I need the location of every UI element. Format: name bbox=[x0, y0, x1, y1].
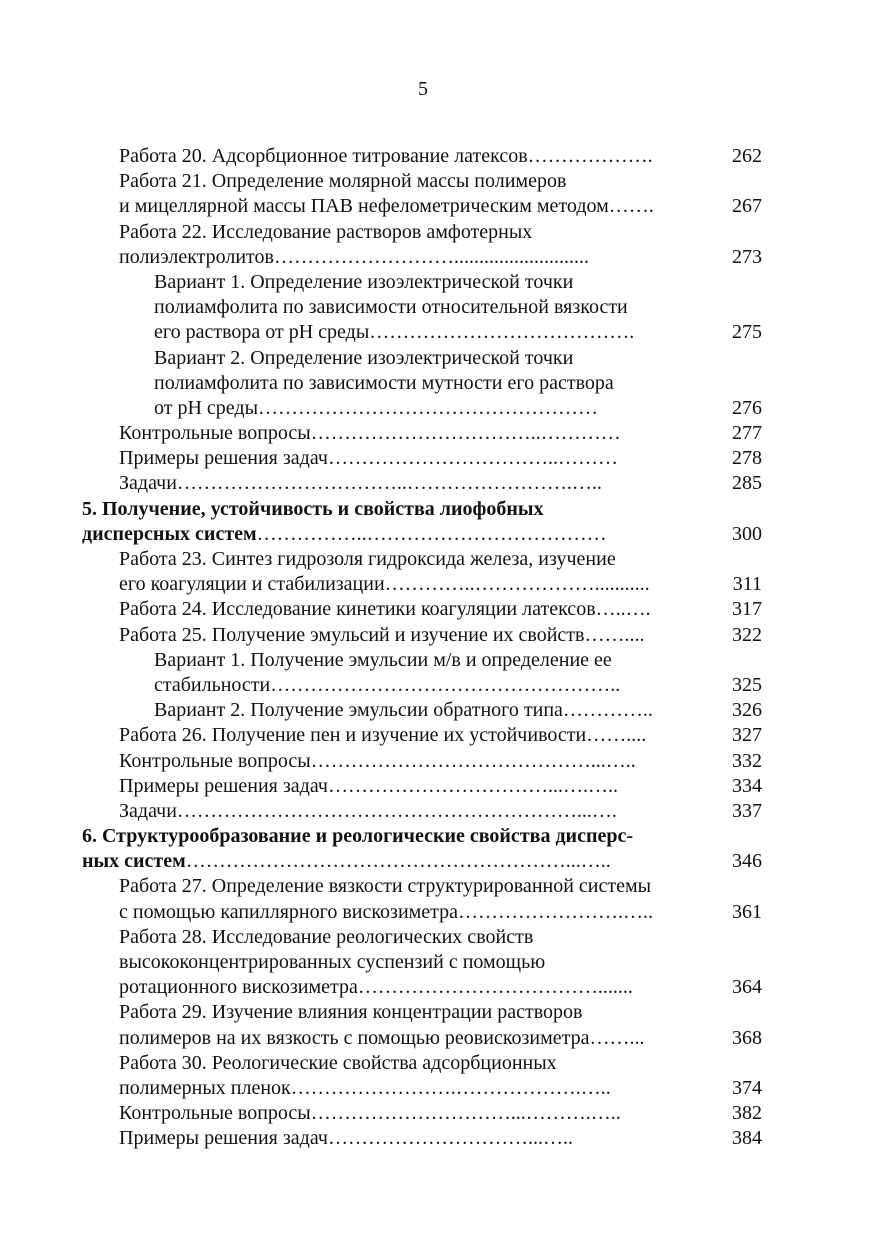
toc-entry-text bbox=[119, 1051, 557, 1076]
table-of-contents bbox=[0, 144, 876, 1152]
toc-entry-title: полиамфолита по зависимости относительной вязкости bbox=[154, 296, 628, 319]
toc-page-number: 317 bbox=[732, 598, 762, 621]
toc-entry-title: Работа 22. Исследование растворов амфотерных bbox=[119, 220, 533, 243]
toc-line bbox=[0, 1000, 876, 1025]
toc-page-number: 364 bbox=[732, 976, 762, 999]
toc-entry-title: стабильности…………………………………………….. bbox=[154, 673, 621, 696]
toc-entry-title: Работа 26. Получение пен и изучение их устойчивости…….... bbox=[119, 724, 647, 747]
toc-page-number: 332 bbox=[732, 749, 762, 772]
toc-line bbox=[0, 874, 876, 899]
toc-entry-text bbox=[119, 245, 589, 270]
toc-entry-text bbox=[119, 169, 566, 194]
toc-page-number: 285 bbox=[732, 472, 762, 495]
toc-page-number: 311 bbox=[732, 573, 762, 596]
toc-page-number: 334 bbox=[732, 774, 762, 797]
toc-entry-text bbox=[119, 975, 633, 1000]
toc-entry-text bbox=[119, 1126, 573, 1151]
toc-entry-title: Задачи……………………………..…………………….….. bbox=[119, 472, 602, 495]
toc-line bbox=[0, 396, 876, 421]
toc-line bbox=[0, 648, 876, 673]
toc-entry-text bbox=[154, 673, 620, 698]
toc-entry-title: Работа 27. Определение вязкости структурированной системы bbox=[119, 875, 652, 898]
toc-entry-text bbox=[154, 295, 628, 320]
toc-entry-text bbox=[119, 446, 618, 471]
toc-entry-text bbox=[119, 774, 618, 799]
toc-page-number: 382 bbox=[732, 1102, 762, 1125]
toc-page-number: 300 bbox=[732, 522, 762, 545]
toc-entry-text bbox=[119, 749, 636, 774]
toc-entry-title: 6. Структурообразование и реологические свойства дисперс- bbox=[82, 825, 634, 848]
toc-line bbox=[0, 572, 876, 597]
toc-entry-title: полиамфолита по зависимости мутности его раствора bbox=[154, 371, 614, 394]
toc-page-number: 267 bbox=[732, 195, 762, 218]
toc-entry-text bbox=[119, 950, 545, 975]
toc-entry-text bbox=[119, 572, 650, 597]
toc-entry-text bbox=[119, 547, 616, 572]
toc-line bbox=[0, 295, 876, 320]
toc-line bbox=[0, 925, 876, 950]
toc-line bbox=[0, 849, 876, 874]
toc-entry-title: ных систем bbox=[82, 850, 186, 873]
toc-entry-text bbox=[154, 320, 634, 345]
toc-page-number: 384 bbox=[732, 1127, 762, 1150]
toc-line bbox=[0, 673, 876, 698]
toc-entry-text bbox=[119, 623, 644, 648]
toc-entry-text bbox=[119, 925, 533, 950]
toc-entry-title: от pH среды…………………………………………… bbox=[154, 396, 599, 419]
toc-page-number: 326 bbox=[732, 699, 762, 722]
toc-entry-title: Работа 20. Адсорбционное титрование латексов………………. bbox=[119, 145, 653, 167]
toc-page-number: 277 bbox=[732, 422, 762, 445]
toc-entry-text bbox=[119, 1076, 611, 1101]
toc-entry-text bbox=[154, 698, 653, 723]
toc-line bbox=[0, 597, 876, 622]
toc-line bbox=[0, 497, 876, 522]
toc-entry-leader: …………………………………………………...….. bbox=[185, 850, 611, 873]
toc-entry-text bbox=[119, 723, 646, 748]
toc-entry-text bbox=[119, 1000, 583, 1025]
toc-entry-text bbox=[119, 799, 617, 824]
toc-page-number: 361 bbox=[732, 900, 762, 923]
toc-line bbox=[0, 270, 876, 295]
toc-line bbox=[0, 698, 876, 723]
toc-line bbox=[0, 623, 876, 648]
toc-page-number: 368 bbox=[732, 1026, 762, 1049]
toc-entry-title: Примеры решения задач……………………………..……… bbox=[119, 447, 618, 470]
toc-line bbox=[0, 799, 876, 824]
toc-page-number: 273 bbox=[732, 245, 762, 268]
toc-line bbox=[0, 220, 876, 245]
toc-entry-title: Работа 21. Определение молярной массы полимеров bbox=[119, 170, 567, 193]
toc-line bbox=[0, 547, 876, 572]
toc-entry-title: Вариант 2. Получение эмульсии обратного типа………….. bbox=[154, 699, 653, 722]
toc-line bbox=[0, 975, 876, 1000]
toc-page-number: 322 bbox=[732, 623, 762, 646]
toc-entry-title: Работа 28. Исследование реологических свойств bbox=[119, 925, 534, 948]
toc-line bbox=[0, 723, 876, 748]
toc-entry-text bbox=[82, 522, 607, 547]
toc-entry-text bbox=[82, 824, 633, 849]
toc-line bbox=[0, 824, 876, 849]
toc-entry-text bbox=[154, 371, 614, 396]
toc-line bbox=[0, 522, 876, 547]
toc-page-number: 337 bbox=[732, 799, 762, 822]
toc-entry-title: Контрольные вопросы…………………………...……….….. bbox=[119, 1102, 621, 1125]
toc-entry-text bbox=[82, 849, 611, 874]
toc-entry-title: полимерных пленок…………………….……………….….. bbox=[119, 1076, 611, 1099]
toc-line bbox=[0, 194, 876, 219]
toc-page-number: 278 bbox=[732, 447, 762, 470]
toc-entry-title: Работа 29. Изучение влияния концентрации растворов bbox=[119, 1001, 583, 1024]
toc-page-number: 276 bbox=[732, 396, 762, 419]
toc-line bbox=[0, 245, 876, 270]
toc-entry-text bbox=[119, 194, 654, 219]
toc-entry-title: Примеры решения задач……………………………...….….. bbox=[119, 774, 618, 797]
toc-entry-title: дисперсных систем bbox=[82, 522, 257, 545]
toc-entry-title: его раствора от pH среды…………………………………. bbox=[154, 321, 635, 344]
toc-line bbox=[0, 1076, 876, 1101]
toc-entry-title: Вариант 1. Получение эмульсии м/в и определение ее bbox=[154, 648, 612, 671]
toc-page-number: 325 bbox=[732, 673, 762, 696]
toc-entry-text bbox=[119, 1026, 645, 1051]
toc-entry-title: полиэлектролитов………………………........................... bbox=[119, 245, 589, 268]
toc-line bbox=[0, 1051, 876, 1076]
toc-page-number: 275 bbox=[732, 321, 762, 344]
toc-entry-title: высококонцентрированных суспензий с помощью bbox=[119, 951, 546, 973]
toc-entry-text bbox=[119, 144, 653, 169]
toc-entry-text bbox=[119, 421, 621, 446]
toc-entry-title: Примеры решения задач…………………………...….. bbox=[119, 1127, 573, 1150]
toc-entry-title: Задачи……………………………………………………...…. bbox=[119, 799, 617, 822]
toc-entry-text bbox=[119, 471, 602, 496]
page-number: 5 bbox=[418, 78, 428, 100]
toc-entry-text bbox=[119, 874, 651, 899]
toc-entry-title: ротационного вискозиметра………………………………....... bbox=[119, 976, 633, 999]
toc-entry-text bbox=[154, 648, 612, 673]
toc-line bbox=[0, 774, 876, 799]
toc-entry-title: Работа 25. Получение эмульсий и изучение их свойств…….... bbox=[119, 623, 645, 646]
toc-entry-title: полимеров на их вязкость с помощью реовискозиметра……... bbox=[119, 1026, 645, 1049]
toc-entry-title: Работа 30. Реологические свойства адсорбционных bbox=[119, 1051, 557, 1074]
toc-entry-title: и мицеллярной массы ПАВ нефелометрическим методом……. bbox=[119, 195, 654, 218]
toc-page-number: 374 bbox=[732, 1076, 762, 1099]
toc-entry-title: Вариант 2. Определение изоэлектрической точки bbox=[154, 346, 574, 369]
toc-line bbox=[0, 371, 876, 396]
toc-entry-text bbox=[82, 497, 544, 522]
toc-line bbox=[0, 320, 876, 345]
toc-line bbox=[0, 346, 876, 371]
toc-entry-title: с помощью капиллярного вискозиметра…………………….….. bbox=[119, 900, 654, 923]
toc-line bbox=[0, 900, 876, 925]
toc-line bbox=[0, 1026, 876, 1051]
toc-entry-text bbox=[154, 270, 573, 295]
toc-entry-leader: ……………..……………………………… bbox=[256, 522, 607, 545]
toc-entry-text bbox=[154, 346, 573, 371]
toc-page-number: 262 bbox=[732, 145, 762, 167]
toc-entry-text bbox=[154, 396, 598, 421]
toc-line bbox=[0, 749, 876, 774]
toc-entry-text bbox=[119, 220, 532, 245]
toc-entry-text bbox=[119, 1101, 621, 1126]
toc-line bbox=[0, 950, 876, 975]
toc-entry-title: Работа 24. Исследование кинетики коагуляции латексов…..…. bbox=[119, 598, 651, 621]
toc-entry-title: Вариант 1. Определение изоэлектрической точки bbox=[154, 270, 574, 293]
toc-line bbox=[0, 421, 876, 446]
toc-entry-text bbox=[119, 900, 653, 925]
toc-entry-title: 5. Получение, устойчивость и свойства лиофобных bbox=[82, 497, 544, 520]
toc-line bbox=[0, 169, 876, 194]
toc-entry-text bbox=[119, 597, 651, 622]
toc-entry-title: его коагуляции и стабилизации…………..………………........... bbox=[119, 573, 650, 596]
toc-line bbox=[0, 446, 876, 471]
toc-line bbox=[0, 144, 876, 169]
toc-page-number: 346 bbox=[732, 850, 762, 873]
toc-line bbox=[0, 1126, 876, 1151]
toc-entry-title: Работа 23. Синтез гидрозоля гидроксида железа, изучение bbox=[119, 548, 616, 570]
toc-entry-title: Контрольные вопросы……………………………..………… bbox=[119, 422, 621, 445]
toc-line bbox=[0, 1101, 876, 1126]
toc-page-number: 327 bbox=[732, 724, 762, 747]
toc-entry-title: Контрольные вопросы……………………………………...….. bbox=[119, 749, 636, 772]
toc-line bbox=[0, 471, 876, 496]
